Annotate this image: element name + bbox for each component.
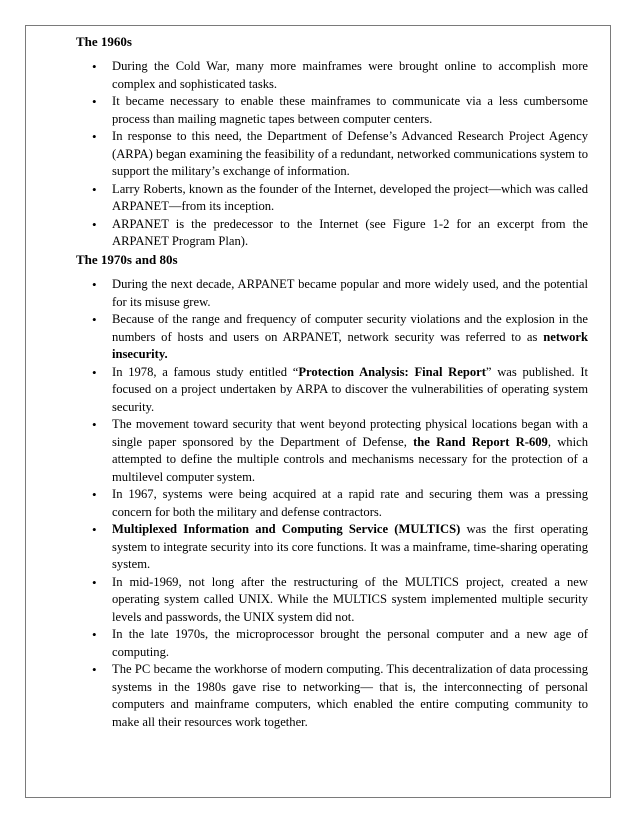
list-item: • In mid-1969, not long after the restructuring of the MULTICS project, created a new operating system called UNIX. While the MULTICS system implemented multiple security levels and passwords, the UNIX system did not. <box>92 574 588 627</box>
list-item: • The PC became the workhorse of modern computing. This decentralization of data processing systems in the 1980s gave rise to networking— that is, the interconnecting of personal computers and mainframe computers, which enabled the entire computing community to make all their resources work together. <box>92 661 588 731</box>
list-item: • Larry Roberts, known as the founder of the Internet, developed the project—which was called ARPANET—from its inception. <box>92 181 588 216</box>
text-segment: The movement toward security that went beyond protecting physical locations began with a single paper sponsored by the Department of Defense, <box>112 417 588 449</box>
list-item: • In response to this need, the Department of Defense’s Advanced Research Project Agency (ARPA) began examining the feasibility of a redundant, networked communications system to support the military’s exchange of information. <box>92 128 588 181</box>
list-item: • In the late 1970s, the microprocessor brought the personal computer and a new age of computing. <box>92 626 588 661</box>
text-segment: In 1978, a famous study entitled “ <box>112 364 299 379</box>
text-segment: ” was published. It focused on a project undertaken by ARPA to discover the vulnerabilities of operating system security. <box>112 364 589 414</box>
section-title-1970s-80s: The 1970s and 80s <box>76 252 178 267</box>
list-item: • It became necessary to enable these mainframes to communicate via a less cumbersome process than mailing magnetic tapes between computer centers. <box>92 93 588 128</box>
bold-term: Protection Analysis: Final Report <box>298 364 486 379</box>
list-item <box>92 521 588 574</box>
list-item: • In 1967, systems were being acquired at a rapid rate and securing them was a pressing concern for both the military and defense contractors. <box>92 486 588 521</box>
section-title-1960s: The 1960s <box>76 34 132 49</box>
bullet-list-1960s <box>92 58 588 251</box>
bold-term: Multiplexed Information and Computing Service (MULTICS) <box>112 522 461 536</box>
list-item <box>92 416 588 486</box>
bullet-list-1970s-80s <box>92 276 588 731</box>
list-item <box>92 364 588 417</box>
text-segment: was the first operating system to integrate security into its core functions. It was a mainframe, time-sharing operating system. <box>112 522 588 571</box>
list-item <box>92 311 588 364</box>
list-item: • ARPANET is the predecessor to the Internet (see Figure 1-2 for an excerpt from the ARPANET Program Plan). <box>92 216 588 251</box>
list-item: • During the next decade, ARPANET became popular and more widely used, and the potential for its misuse grew. <box>92 276 588 311</box>
text-segment: , which attempted to define the multiple controls and mechanisms necessary for the protection of a multilevel computer system. <box>112 434 588 484</box>
bold-term: network insecurity. <box>112 329 588 361</box>
text-segment: Because of the range and frequency of computer security violations and the explosion in the numbers of hosts and users on ARPANET, network security was referred to as <box>112 312 588 344</box>
bold-term: the Rand Report R-609 <box>413 434 548 449</box>
list-item: • During the Cold War, many more mainframes were brought online to accomplish more complex and sophisticated tasks. <box>92 58 588 93</box>
